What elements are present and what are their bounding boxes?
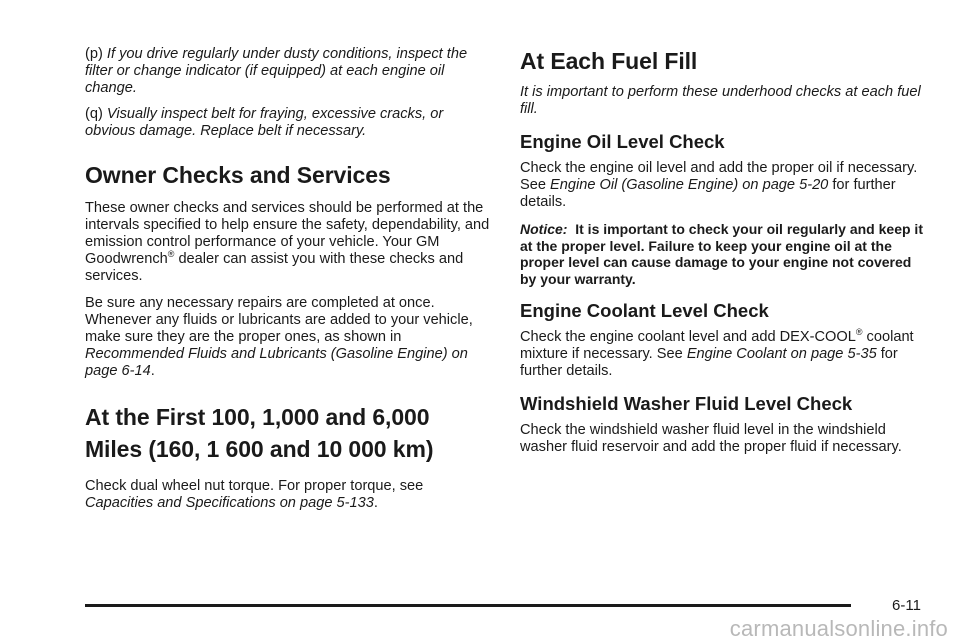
coolant-level-heading: Engine Coolant Level Check <box>520 300 769 322</box>
coolant-level-paragraph: Check the engine coolant level and add DEX-COOL® coolant mixture if necessary. See Engine Coolant on page 5-35 for further details. <box>520 327 914 380</box>
page-number: 6-11 <box>892 597 921 614</box>
fuel-fill-intro: It is important to perform these underhood checks at each fuel fill. <box>520 84 921 117</box>
left-column <box>85 46 491 512</box>
washer-fluid-heading: Windshield Washer Fluid Level Check <box>520 393 853 415</box>
oil-notice: Notice: It is important to check your oil regularly and keep it at the proper level. Failure to keep your engine oil at the proper level can cause damage to your engine not covered by your warranty. <box>520 221 923 287</box>
right-column <box>520 47 924 456</box>
owner-checks-heading: Owner Checks and Services <box>85 162 391 188</box>
cross-reference-link: Engine Coolant on page 5-35 <box>686 346 877 363</box>
maintenance-item-p: (p) If you drive regularly under dusty conditions, inspect the filter or change indicator (if equipped) at each engine oil change. <box>85 46 468 96</box>
oil-level-heading: Engine Oil Level Check <box>520 131 725 152</box>
fuel-fill-heading: At Each Fuel Fill <box>520 48 698 74</box>
footer-rule <box>85 604 851 607</box>
cross-reference-link: Capacities and Specifications on page 5-133 <box>85 495 374 511</box>
watermark: carmanualsonline.info <box>729 616 948 641</box>
owner-checks-paragraph-2: Be sure any necessary repairs are completed at once. Whenever any fluids or lubricants are added to your vehicle, make sure they are the proper ones, as shown in Recommended Fluids and Lubricants (Gasoline Engine) on page 6-14. <box>85 295 473 379</box>
owner-checks-paragraph-1: These owner checks and services should be performed at the intervals specified to help ensure the safety, dependability, and emission control performance of your vehicle. Your GM Goodwrench® dealer can assist you with these checks and services. <box>85 200 490 284</box>
notice-label: Notice: <box>520 221 568 237</box>
oil-level-paragraph: Check the engine oil level and add the proper oil if necessary. See Engine Oil (Gasoline Engine) on page 5-20 for further details. <box>520 160 918 210</box>
washer-fluid-paragraph: Check the windshield washer fluid level in the windshield washer fluid reservoir and add the proper fluid if necessary. <box>520 422 902 456</box>
cross-reference-link: Recommended Fluids and Lubricants (Gasoline Engine) on page 6-14 <box>85 346 468 379</box>
cross-reference-link: Engine Oil (Gasoline Engine) on page 5-20 <box>550 177 829 193</box>
registered-mark: ® <box>167 249 175 259</box>
registered-mark: ® <box>855 327 863 338</box>
first-miles-paragraph: Check dual wheel nut torque. For proper torque, see Capacities and Specifications on page 5-133. <box>85 478 424 511</box>
maintenance-item-q: (q) Visually inspect belt for fraying, excessive cracks, or obvious damage. Replace belt if necessary. <box>85 106 444 139</box>
first-miles-heading: At the First 100, 1,000 and 6,000 Miles (160, 1 600 and 10 000 km) <box>85 404 434 462</box>
